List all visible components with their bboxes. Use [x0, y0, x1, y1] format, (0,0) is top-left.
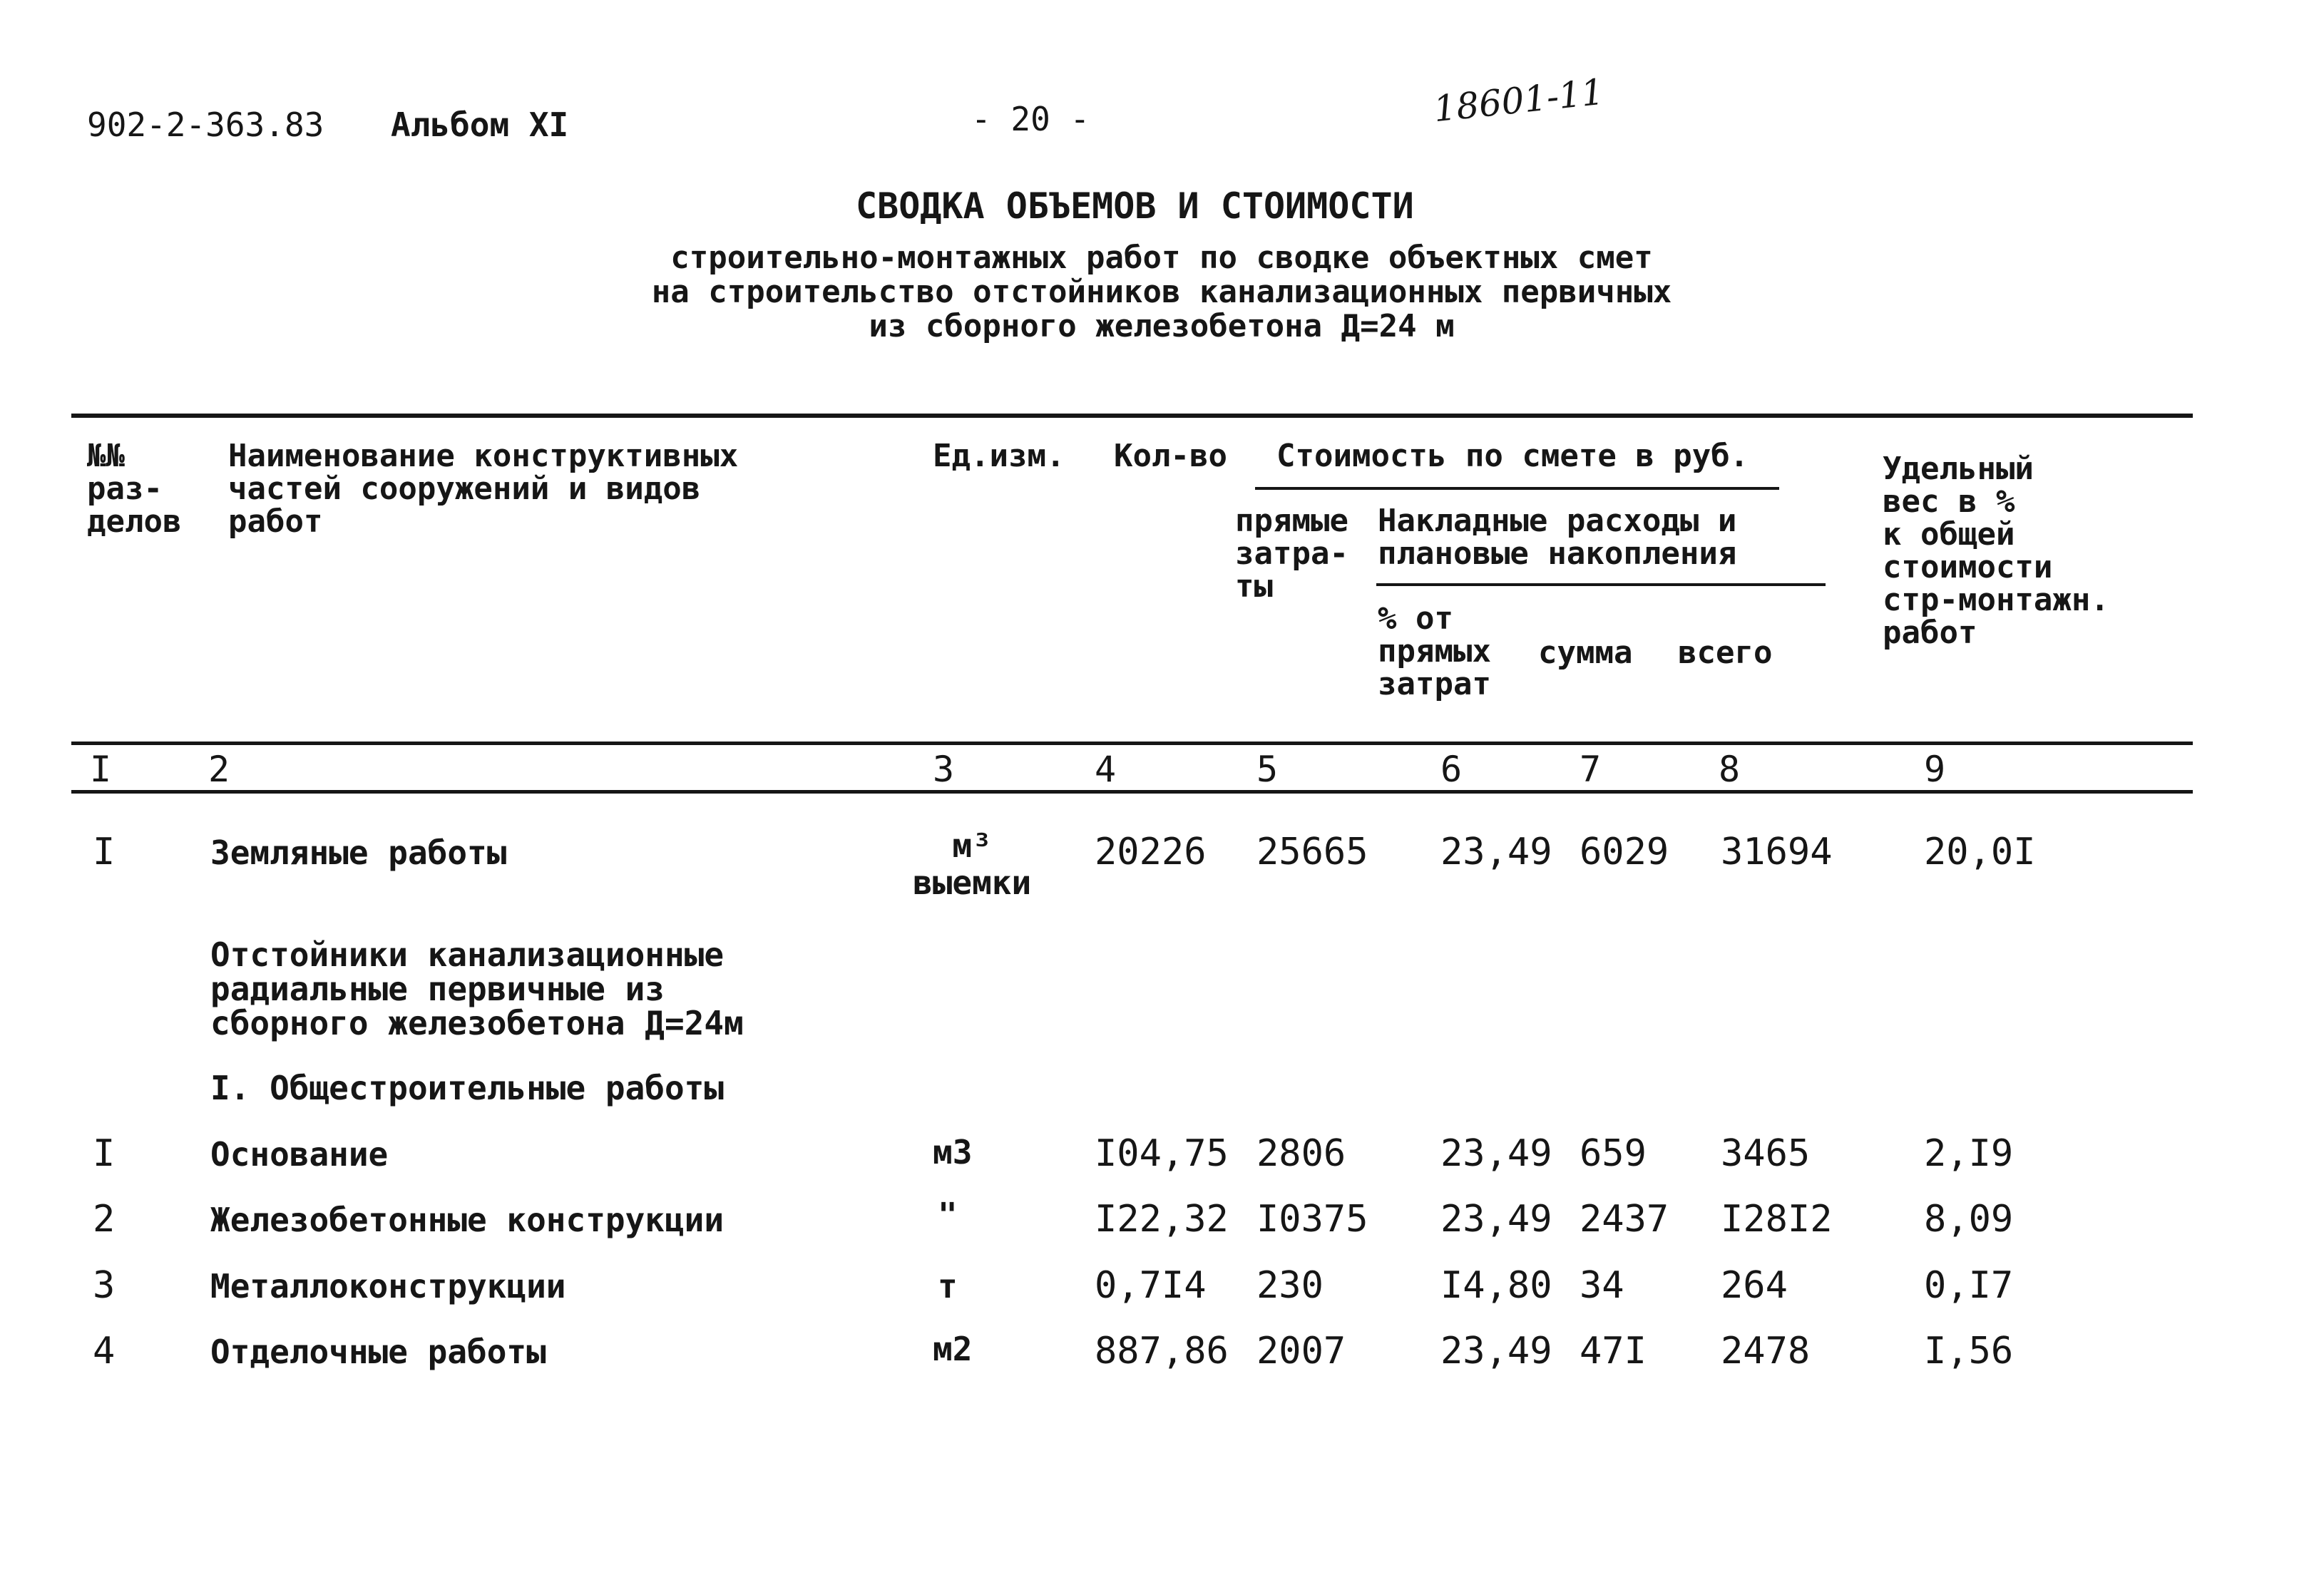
row-percent: 23,49	[1440, 1330, 1552, 1373]
row-number: 2	[93, 1198, 116, 1241]
album-label: Альбом XI	[391, 106, 569, 144]
row-share: 2,I9	[1924, 1132, 2014, 1175]
row-percent: 23,49	[1440, 1198, 1552, 1241]
col-header-share: Удельный вес в % к общей стоимости стр-монтажн. работ	[1883, 451, 2109, 651]
column-number: 6	[1440, 749, 1463, 790]
row-number: I	[93, 831, 116, 873]
col-header-direct-costs: прямые затра- ты	[1235, 503, 1348, 605]
col-header-cost-group: Стоимость по смете в руб.	[1276, 438, 1749, 474]
section-heading: I. Общестроительные работы	[210, 1069, 725, 1107]
col-header-section-number: №№ раз- делов	[87, 438, 182, 540]
col-header-percent: % от прямых затрат	[1378, 600, 1491, 702]
row-quantity: I04,75	[1095, 1132, 1229, 1175]
table-top-rule	[71, 414, 2193, 418]
cost-group-rule	[1255, 487, 1779, 490]
doc-code: 902-2-363.83	[87, 106, 324, 144]
row-name: Земляные работы	[210, 833, 507, 872]
row-sum: 2437	[1580, 1198, 1669, 1241]
column-number: 3	[933, 749, 955, 790]
row-name: Отделочные работы	[210, 1333, 546, 1371]
row-name: Основание	[210, 1135, 389, 1174]
row-direct-costs: 25665	[1256, 831, 1368, 873]
col-header-overhead-group: Накладные расходы и плановые накопления	[1378, 503, 1737, 572]
row-unit: т	[938, 1267, 958, 1305]
subtitle	[449, 241, 1875, 344]
row-quantity: 0,7I4	[1095, 1264, 1207, 1307]
row-number: 4	[93, 1330, 116, 1373]
page-number: - 20 -	[971, 100, 1090, 138]
col-header-total: всего	[1678, 635, 1773, 671]
archive-stamp: 18601-11	[1431, 71, 1606, 130]
row-unit: м³ выемки	[913, 826, 1032, 902]
row-total: 3465	[1721, 1132, 1811, 1175]
row-percent: 23,49	[1440, 1132, 1552, 1175]
row-percent: 23,49	[1440, 831, 1552, 873]
subtitle-line-1: строительно-монтажных работ по сводке объектных смет	[670, 240, 1653, 276]
header-bottom-rule	[71, 742, 2193, 745]
column-number: 8	[1719, 749, 1741, 790]
col-header-name: Наименование конструктивных частей сооружений и видов работ	[228, 438, 739, 540]
row-sum: 34	[1580, 1264, 1624, 1307]
row-total: I28I2	[1721, 1198, 1833, 1241]
row-direct-costs: 2007	[1256, 1330, 1346, 1373]
col-header-quantity: Кол-во	[1114, 438, 1227, 474]
row-share: 8,09	[1924, 1198, 2014, 1241]
row-total: 2478	[1721, 1330, 1811, 1373]
subtitle-line-3: из сборного железобетона Д=24 м	[869, 308, 1455, 344]
column-number: 7	[1580, 749, 1602, 790]
row-quantity: I22,32	[1095, 1198, 1229, 1241]
row-sum: 6029	[1580, 831, 1669, 873]
subtitle-line-2: на строительство отстойников канализационных первичных	[651, 274, 1672, 310]
row-sum: 47I	[1580, 1330, 1647, 1373]
row-direct-costs: I0375	[1256, 1198, 1368, 1241]
column-number: 4	[1095, 749, 1117, 790]
column-number: 2	[208, 749, 230, 790]
object-title: Отстойники канализационные радиальные первичные из сборного железобетона Д=24м	[210, 935, 744, 1042]
column-number: 9	[1924, 749, 1946, 790]
row-name: Металлоконструкции	[210, 1267, 566, 1305]
row-unit: "	[938, 1196, 958, 1234]
row-unit: м3	[933, 1133, 973, 1171]
row-sum: 659	[1580, 1132, 1647, 1175]
row-share: 0,I7	[1924, 1264, 2014, 1307]
row-total: 31694	[1721, 831, 1833, 873]
column-numbers-rule	[71, 790, 2193, 794]
row-number: I	[93, 1132, 116, 1175]
row-unit: м2	[933, 1330, 973, 1368]
column-number: I	[90, 749, 112, 790]
row-share: I,56	[1924, 1330, 2014, 1373]
col-header-sum: сумма	[1538, 635, 1633, 671]
row-direct-costs: 230	[1256, 1264, 1324, 1307]
row-direct-costs: 2806	[1256, 1132, 1346, 1175]
row-quantity: 20226	[1095, 831, 1207, 873]
row-total: 264	[1721, 1264, 1788, 1307]
col-header-unit: Ед.изм.	[933, 438, 1065, 474]
row-share: 20,0I	[1924, 831, 2036, 873]
column-number: 5	[1256, 749, 1279, 790]
overhead-group-rule	[1376, 583, 1826, 586]
row-quantity: 887,86	[1095, 1330, 1229, 1373]
row-percent: I4,80	[1440, 1264, 1552, 1307]
document-title: СВОДКА ОБЪЕМОВ И СТОИМОСТИ	[856, 185, 1414, 227]
row-name: Железобетонные конструкции	[210, 1201, 725, 1239]
row-number: 3	[93, 1264, 116, 1307]
